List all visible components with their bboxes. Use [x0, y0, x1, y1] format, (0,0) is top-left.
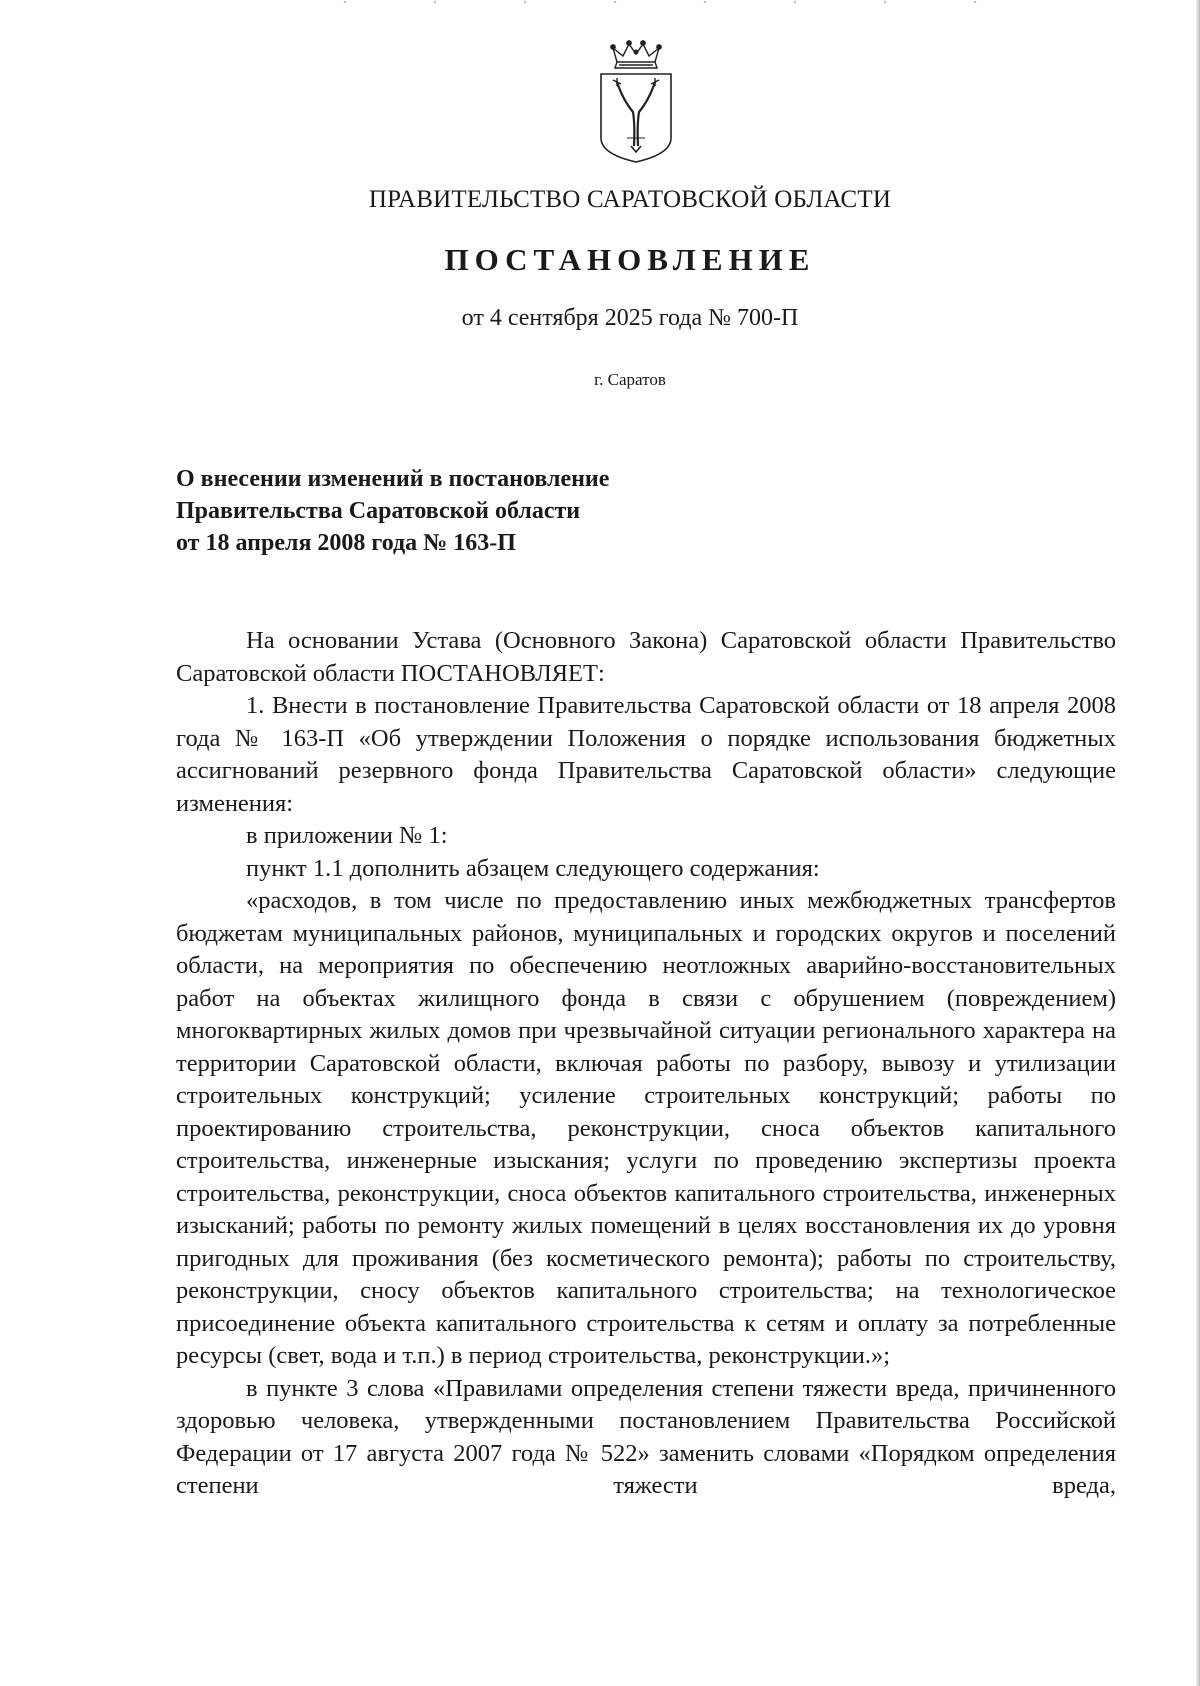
body-paragraph: в приложении № 1:: [246, 822, 448, 849]
body-paragraph: «расходов, в том числе по предоставлению иных межбюджетных трансфертов бюджетам муниципальных районов, муниципальных и городских округов и поселений области, на мероприятия по обеспечению неотложных аварийно-восстановительных работ на объектах жилищного фонда в связи с обрушением (повреждением) многоквартирных жилых домов при чрезвычайной ситуации регионального характера на территории Саратовской области, включая работы по разбору, вывозу и утилизации строительных конструкций; усиление строительных конструкций; работы по проектированию строительства, реконструкции, сноса объектов капитального строительства, инженерные изыскания; услуги по проведению экспертизы проекта строительства, реконструкции, сноса объектов капитального строительства, инженерных изысканий; работы по ремонту жилых помещений в целях восстановления их до уровня пригодных для проживания (без косметического ремонта); работы по строительству, реконструкции, сносу объектов капитального строительства; на технологическое присоединение объекта капитального строительства к сетям и оплату за потребленные ресурсы (свет, вода и т.п.) в период строительства, реконструкции.»;: [176, 887, 1116, 1369]
scan-edge-marks: [300, 0, 1000, 4]
body-paragraph: 1. Внести в постановление Правительства Саратовской области от 18 апреля 2008 года № 163-П «Об утверждении Положения о порядке использования бюджетных ассигнований резервного фонда Правительства Саратовской области» следующие изменения:: [176, 692, 1116, 817]
subject-line: Правительства Саратовской области: [176, 498, 581, 524]
document-date-number: от 4 сентября 2025 года № 700-П: [461, 305, 799, 331]
saratov-coat-of-arms-icon: [593, 38, 679, 168]
body-paragraph: в пункте 3 слова «Правилами определения степени тяжести вреда, причиненного здоровью человека, утвержденными постановлением Правительства Российской Федерации от 17 августа 2007 года № 522» заменить словами «Порядком определения степени тяжести вреда,: [176, 1374, 1116, 1499]
subject-line: О внесении изменений в постановление: [176, 466, 610, 492]
subject-line: от 18 апреля 2008 года № 163-П: [176, 530, 516, 556]
government-name: ПРАВИТЕЛЬСТВО САРАТОВСКОЙ ОБЛАСТИ: [368, 186, 892, 213]
document-body: [176, 625, 1116, 1503]
document-type-title: ПОСТАНОВЛЕНИЕ: [444, 242, 816, 277]
document-city: г. Саратов: [594, 370, 666, 389]
body-paragraph: На основании Устава (Основного Закона) Саратовской области Правительство Саратовской области ПОСТАНОВЛЯЕТ:: [176, 627, 1116, 687]
body-paragraph: пункт 1.1 дополнить абзацем следующего содержания:: [246, 854, 820, 882]
document-subject: [176, 463, 609, 559]
